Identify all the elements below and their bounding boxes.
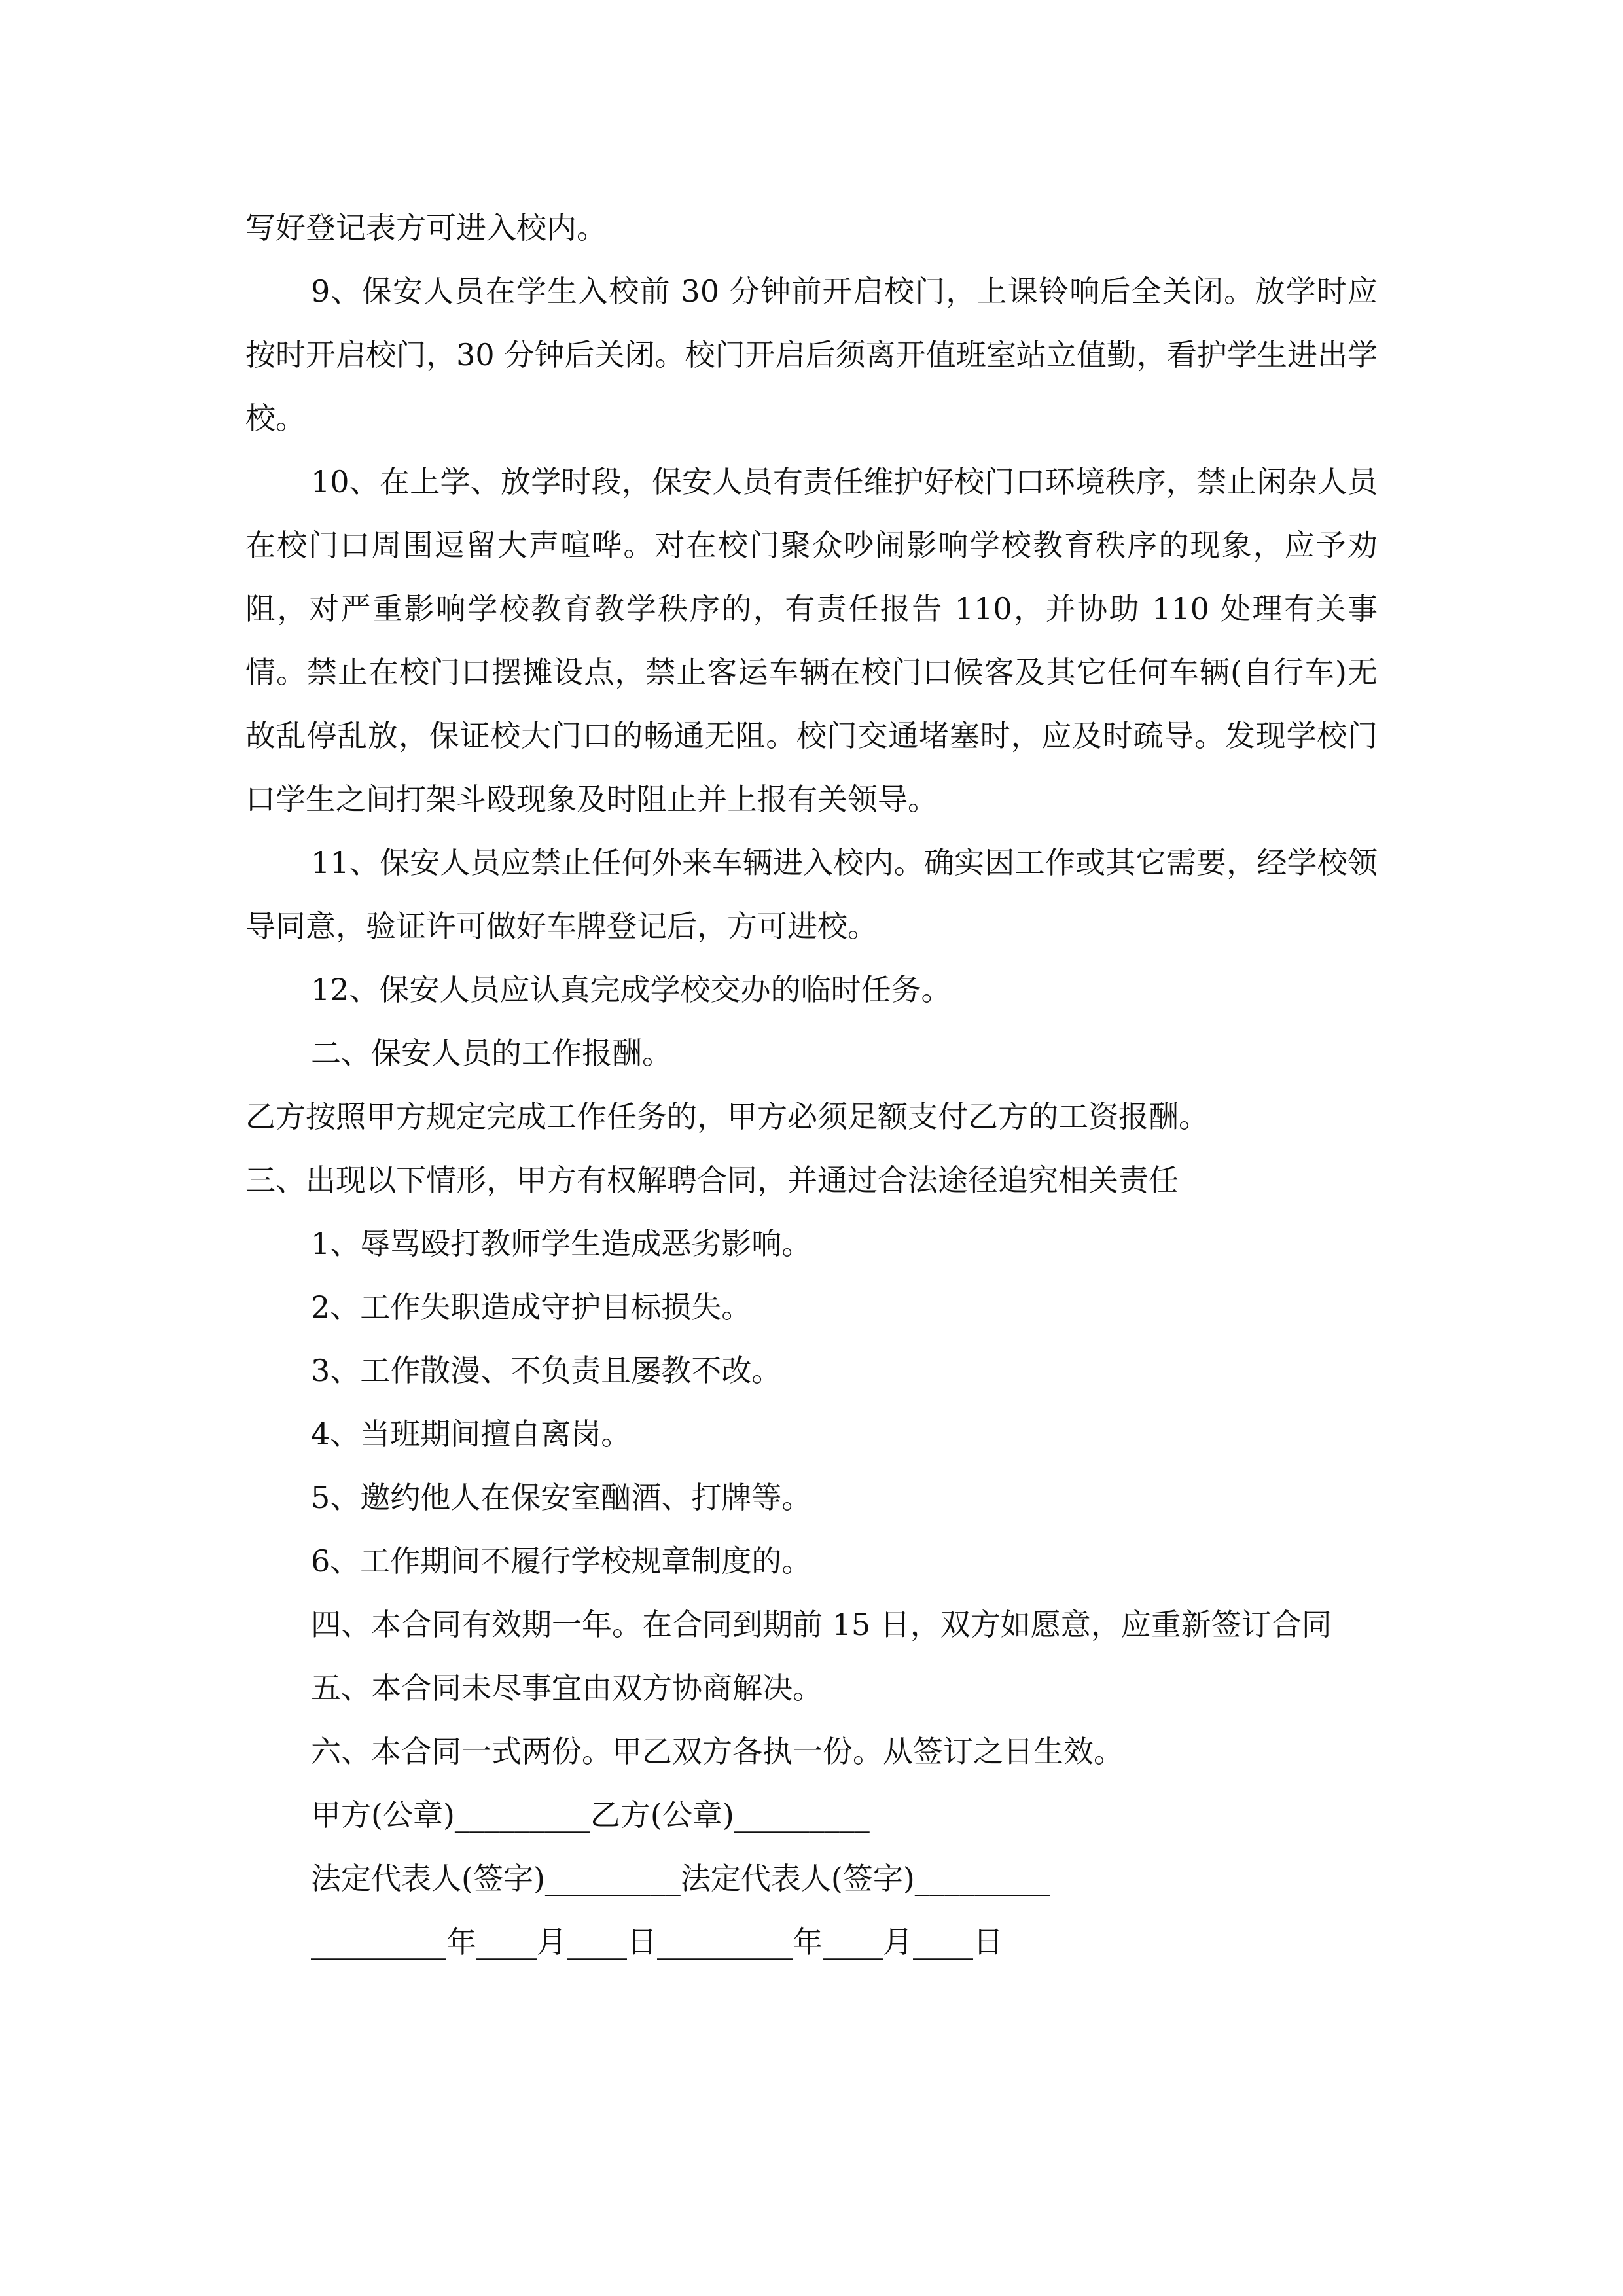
section-heading-4: 四、本合同有效期一年。在合同到期前 15 日，双方如愿意，应重新签订合同 [311,1607,1332,1642]
paragraph-5: 12、保安人员应认真完成学校交办的临时任务。 [311,972,952,1007]
list-item-1: 1、辱骂殴打教师学生造成恶劣影响。 [311,1226,812,1261]
section-heading-2: 二、保安人员的工作报酬。 [311,1035,672,1071]
list-item-2: 2、工作失职造成守护目标损失。 [311,1289,752,1325]
document-page [245,196,1378,1974]
section-heading-5: 五、本合同未尽事宜由双方协商解决。 [311,1670,823,1706]
list-item-5: 5、邀约他人在保安室酗酒、打牌等。 [311,1480,812,1515]
paragraph-1: 写好登记表方可进入校内。 [245,210,607,245]
section-heading-6: 六、本合同一式两份。甲乙双方各执一份。从签订之日生效。 [311,1734,1124,1769]
list-item-6: 6、工作期间不履行学校规章制度的。 [311,1543,812,1579]
list-item-3: 3、工作散漫、不负责且屡教不改。 [311,1353,782,1388]
paragraph-7: 乙方按照甲方规定完成工作任务的，甲方必须足额支付乙方的工资报酬。 [245,1099,1209,1134]
signature-date-line: _________年____月____日_________年____月____日 [311,1924,1003,1960]
signature-party-line: 甲方(公章)_________乙方(公章)_________ [311,1797,870,1833]
signature-representative-line: 法定代表人(签字)_________法定代表人(签字)_________ [311,1861,1050,1896]
list-item-4: 4、当班期间擅自离岗。 [311,1416,632,1452]
paragraph-4: 11、保安人员应禁止任何外来车辆进入校内。确实因工作或其它需要，经学校领导同意，验证许可做好车牌登记后，方可进校。 [245,845,1378,944]
section-heading-3: 三、出现以下情形，甲方有权解聘合同，并通过合法途径追究相关责任 [245,1162,1179,1198]
paragraph-2: 9、保安人员在学生入校前 30 分钟前开启校门，上课铃响后全关闭。放学时应按时开启校门，30 分钟后关闭。校门开启后须离开值班室站立值勤，看护学生进出学校。 [245,274,1378,436]
paragraph-3: 10、在上学、放学时段，保安人员有责任维护好校门口环境秩序，禁止闲杂人员在校门口周围逗留大声喧哗。对在校门聚众吵闹影响学校教育秩序的现象，应予劝阻，对严重影响学校教育教学秩序的，有责任报告 110，并协助 110 处理有关事情。禁止在校门口摆摊设点，禁止客运车辆在校门口候客及其它任何车辆(自行车)无故乱停乱放，保证校大门口的畅通无阻。校门交通堵塞时，应及时疏导。发现学校门口学生之间打架斗殴现象及时阻止并上报有关领导。 [245,464,1378,817]
